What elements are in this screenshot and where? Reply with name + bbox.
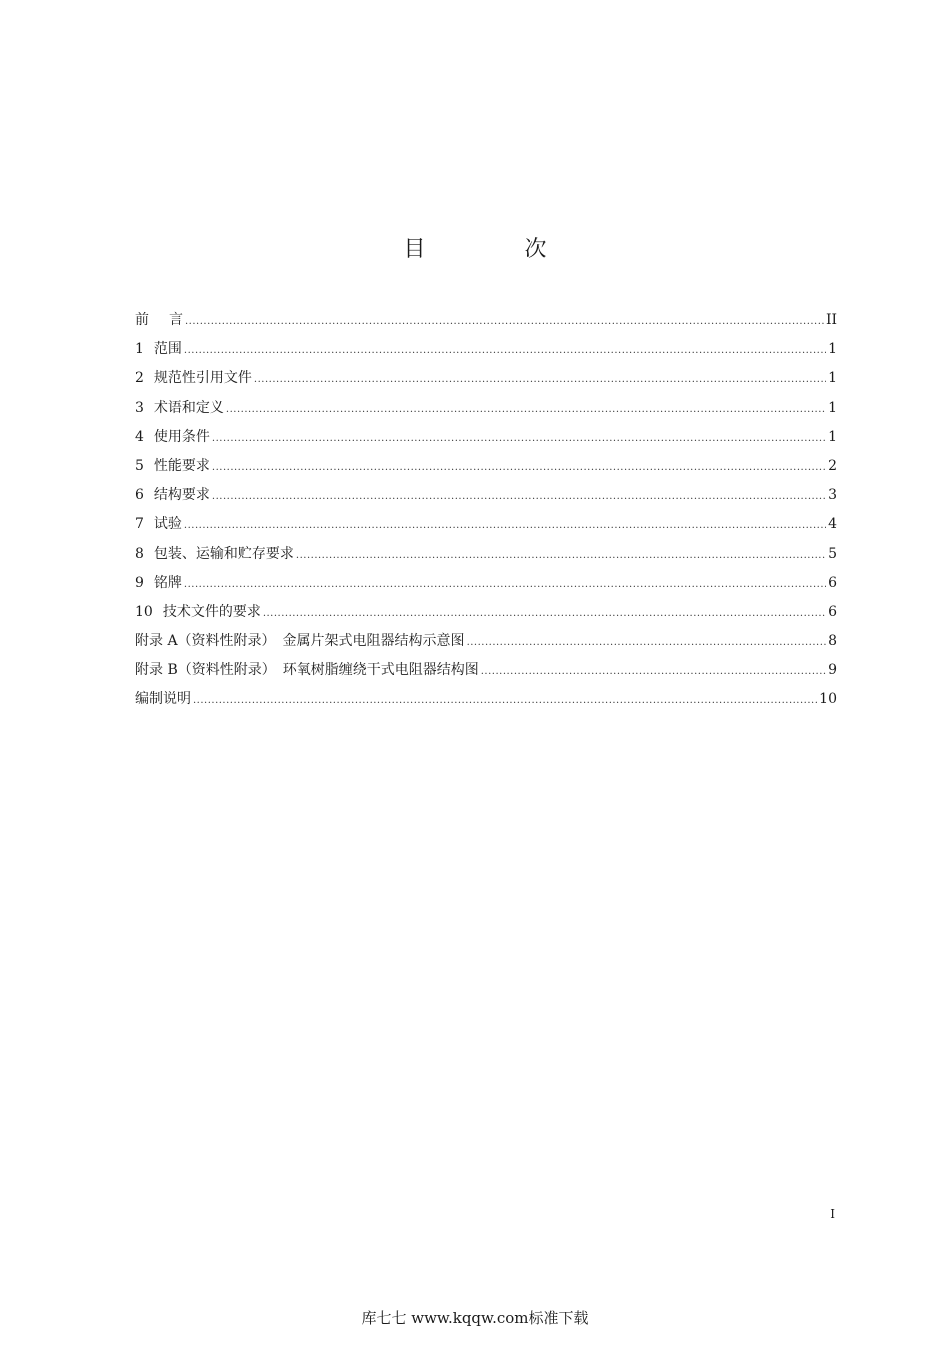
toc-entry-label: 试验: [153, 516, 182, 533]
toc-entry-number: 8: [135, 545, 144, 562]
toc-leader: [212, 453, 826, 482]
toc-entry-number: 7: [135, 516, 144, 533]
toc-entry-page: 2: [828, 457, 837, 474]
toc-entry-3[interactable]: [135, 394, 837, 423]
toc-entry-4[interactable]: [135, 423, 837, 452]
toc-leader: [467, 628, 827, 657]
toc-entry-page: 3: [828, 487, 837, 504]
toc-entry-8[interactable]: [135, 540, 837, 569]
toc-entry-5[interactable]: [135, 452, 837, 481]
toc-entry-page: 4: [828, 516, 837, 533]
toc-entry-number: 6: [135, 487, 144, 504]
toc-entry-explanation[interactable]: [135, 685, 837, 714]
toc-entry-page: 1: [828, 428, 837, 445]
toc-entry-page: 9: [828, 662, 837, 679]
toc-entry-label: 包装、运输和贮存要求: [153, 545, 294, 562]
toc-leader: [254, 365, 826, 394]
toc-entry-label: 附录 B（资料性附录） 环氧树脂缠绕干式电阻器结构图: [135, 662, 479, 679]
page-number: I: [830, 1207, 835, 1221]
toc-leader: [263, 599, 826, 628]
toc-entry-1[interactable]: [135, 335, 837, 364]
toc-entry-label: 技术文件的要求: [162, 603, 261, 620]
toc-entry-number: 2: [135, 370, 144, 387]
toc-entry-label: 附录 A（资料性附录） 金属片架式电阻器结构示意图: [135, 633, 465, 650]
toc-entry-10[interactable]: [135, 598, 837, 627]
toc-leader: [184, 336, 826, 365]
toc-entry-number: 10: [135, 603, 153, 620]
page-title: 目 次: [403, 237, 593, 262]
toc-leader: [212, 482, 826, 511]
toc-entry-label: 结构要求: [153, 487, 210, 504]
toc-entry-page: 5: [828, 545, 837, 562]
toc-entry-page: 10: [819, 691, 837, 708]
toc-entry-2[interactable]: [135, 364, 837, 393]
toc-entry-label: 前言: [135, 312, 203, 328]
toc-entry-label: 规范性引用文件: [153, 370, 252, 387]
toc-entry-number: 9: [135, 574, 144, 591]
toc-entry-page: 1: [828, 341, 837, 358]
toc-leader: [212, 424, 826, 453]
toc-entry-label: 术语和定义: [153, 399, 224, 416]
toc-leader: [185, 307, 824, 336]
toc-entry-number: 5: [135, 457, 144, 474]
toc-leader: [193, 686, 817, 715]
footer-watermark: 库七七 www.kqqw.com标准下载: [361, 1309, 589, 1327]
toc-entry-page: 1: [828, 399, 837, 416]
toc-entry-label: 铭牌: [153, 574, 182, 591]
toc-entry-foreword[interactable]: [135, 306, 837, 335]
toc-leader: [481, 657, 826, 686]
toc-entry-appendix-b[interactable]: [135, 656, 837, 685]
toc-entry-number: 3: [135, 399, 144, 416]
toc-leader: [184, 511, 826, 540]
toc-entry-page: II: [825, 312, 837, 328]
toc-entry-page: 8: [828, 633, 837, 650]
toc-entry-label: 范围: [153, 341, 182, 358]
toc-entry-page: 1: [828, 370, 837, 387]
toc-leader: [296, 541, 826, 570]
toc-entry-9[interactable]: [135, 569, 837, 598]
table-of-contents: [135, 306, 837, 715]
toc-leader: [226, 395, 826, 424]
toc-entry-6[interactable]: [135, 481, 837, 510]
toc-entry-label: 使用条件: [153, 428, 210, 445]
toc-entry-label: 编制说明: [135, 691, 191, 708]
toc-entry-label: 性能要求: [153, 457, 210, 474]
toc-entry-number: 4: [135, 428, 144, 445]
toc-entry-page: 6: [828, 603, 837, 620]
toc-leader: [184, 570, 826, 599]
toc-entry-7[interactable]: [135, 510, 837, 539]
toc-entry-number: 1: [135, 341, 144, 358]
toc-entry-page: 6: [828, 574, 837, 591]
toc-entry-appendix-a[interactable]: [135, 627, 837, 656]
